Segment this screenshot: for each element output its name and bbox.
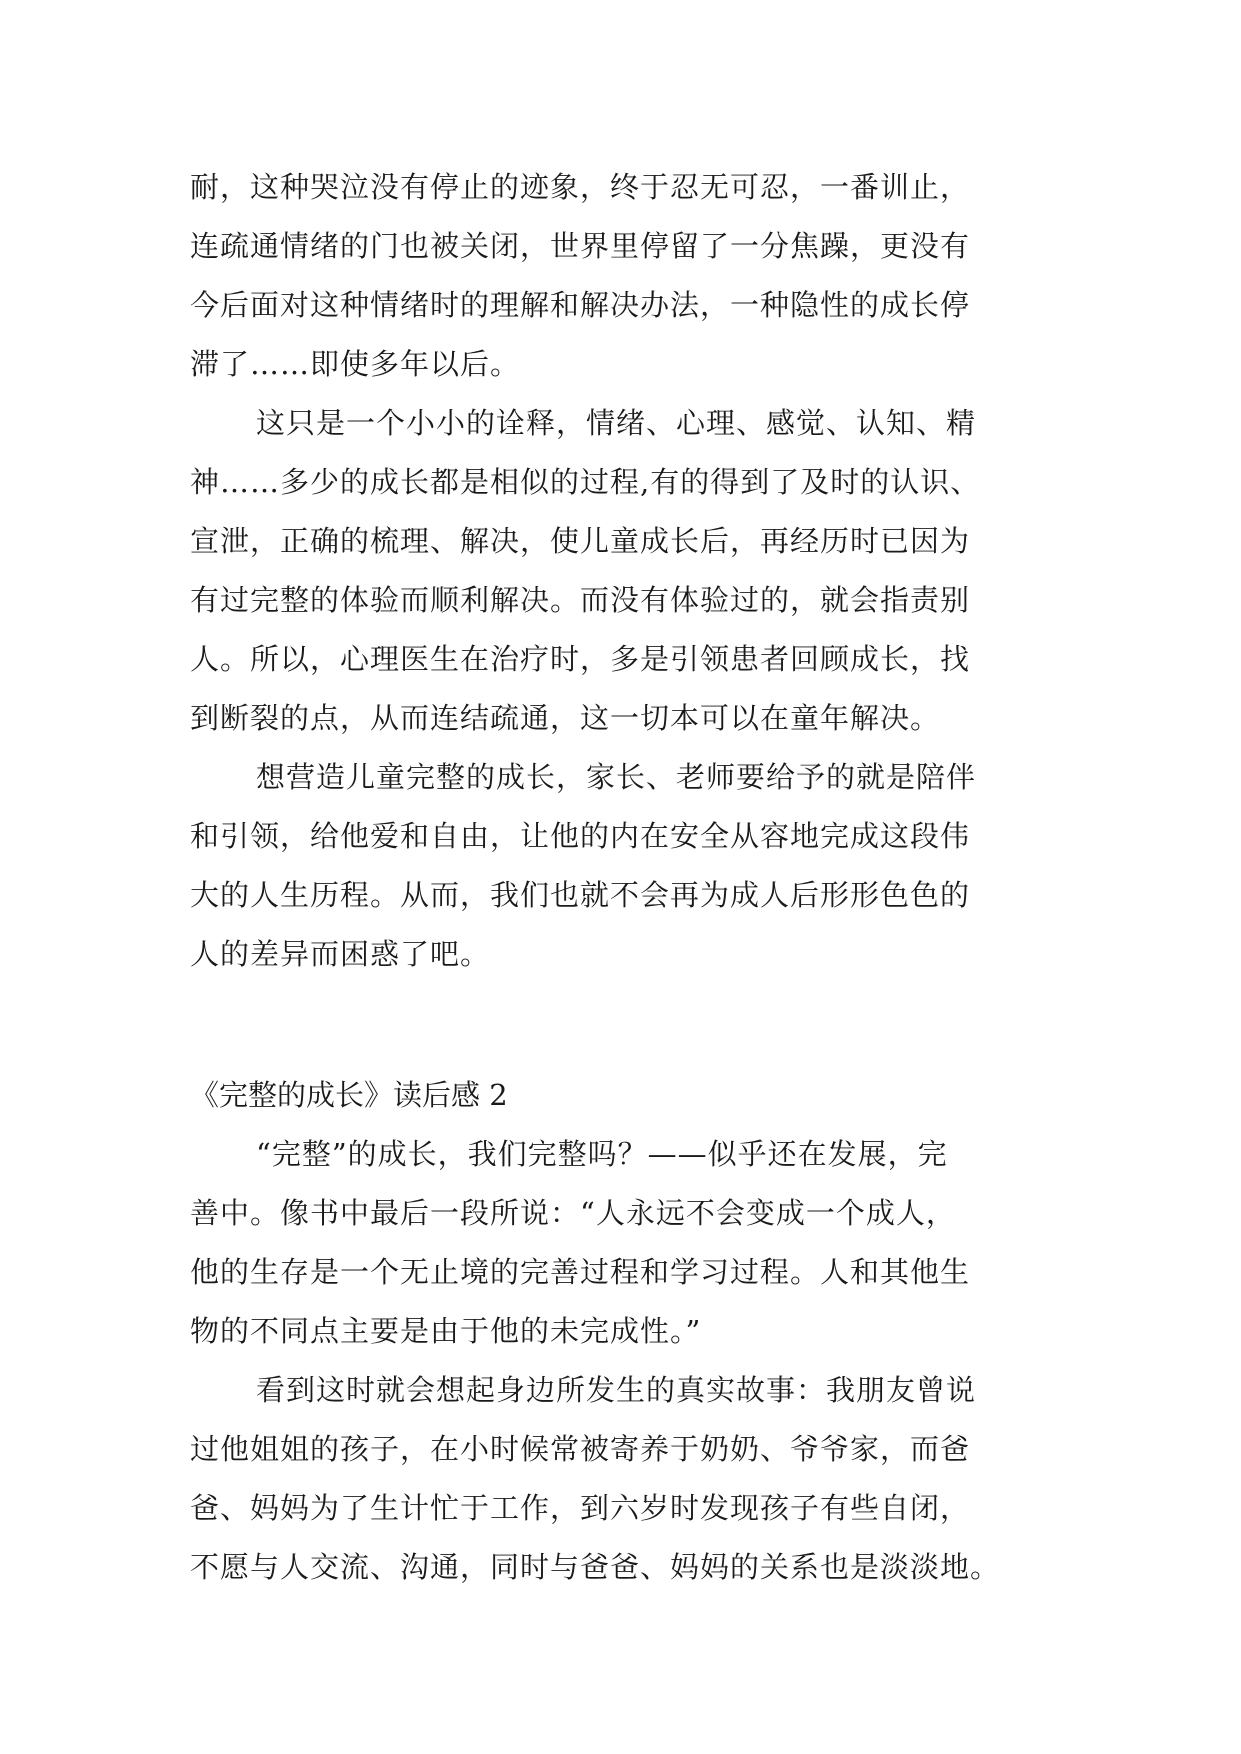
text-line: 物的不同点主要是由于他的未完成性。”	[190, 1314, 702, 1348]
text-line: 不愿与人交流、沟通，同时与爸爸、妈妈的关系也是淡淡地。	[190, 1550, 1001, 1584]
paragraph	[190, 1361, 1070, 1597]
paragraph	[190, 394, 1070, 748]
text-line: 人。所以，心理医生在治疗时，多是引领患者回顾成长，找	[190, 642, 971, 676]
paragraph	[190, 158, 1070, 394]
text-line: 耐，这种哭泣没有停止的迹象，终于忍无可忍，一番训止，	[190, 170, 971, 204]
text-line: 和引领，给他爱和自由，让他的内在安全从容地完成这段伟	[190, 819, 971, 853]
paragraph	[190, 748, 1070, 984]
text-line: 今后面对这种情绪时的理解和解决办法，一种隐性的成长停	[190, 288, 971, 322]
text-line: 这只是一个小小的诠释，情绪、心理、感觉、认知、精	[256, 406, 977, 440]
section-gap	[190, 984, 1070, 1066]
text-line: 过他姐姐的孩子，在小时候常被寄养于奶奶、爷爷家，而爸	[190, 1432, 971, 1466]
document-page	[190, 158, 1070, 1597]
text-line: 到断裂的点，从而连结疏通，这一切本可以在童年解决。	[190, 701, 941, 735]
text-line: 大的人生历程。从而，我们也就不会再为成人后形形色色的	[190, 878, 971, 912]
text-line: 他的生存是一个无止境的完善过程和学习过程。人和其他生	[190, 1255, 971, 1289]
section-title: 《完整的成长》读后感 2	[190, 1078, 508, 1112]
text-line: “完整”的成长，我们完整吗？——似乎还在发展，完	[256, 1137, 948, 1171]
text-line: 爸、妈妈为了生计忙于工作，到六岁时发现孩子有些自闭，	[190, 1491, 971, 1525]
text-line: 连疏通情绪的门也被关闭，世界里停留了一分焦躁，更没有	[190, 229, 971, 263]
paragraph	[190, 1125, 1070, 1361]
text-line: 滞了……即使多年以后。	[190, 347, 521, 381]
text-line: 看到这时就会想起身边所发生的真实故事：我朋友曾说	[256, 1373, 977, 1407]
text-line: 人的差异而困惑了吧。	[190, 937, 491, 971]
text-line: 善中。像书中最后一段所说：“人永远不会变成一个成人，	[190, 1196, 956, 1230]
text-line: 宣泄，正确的梳理、解决，使儿童成长后，再经历时已因为	[190, 524, 971, 558]
text-line: 神……多少的成长都是相似的过程,有的得到了及时的认识、	[190, 465, 981, 499]
text-line: 有过完整的体验而顺利解决。而没有体验过的，就会指责别	[190, 583, 971, 617]
text-line: 想营造儿童完整的成长，家长、老师要给予的就是陪伴	[256, 760, 977, 794]
